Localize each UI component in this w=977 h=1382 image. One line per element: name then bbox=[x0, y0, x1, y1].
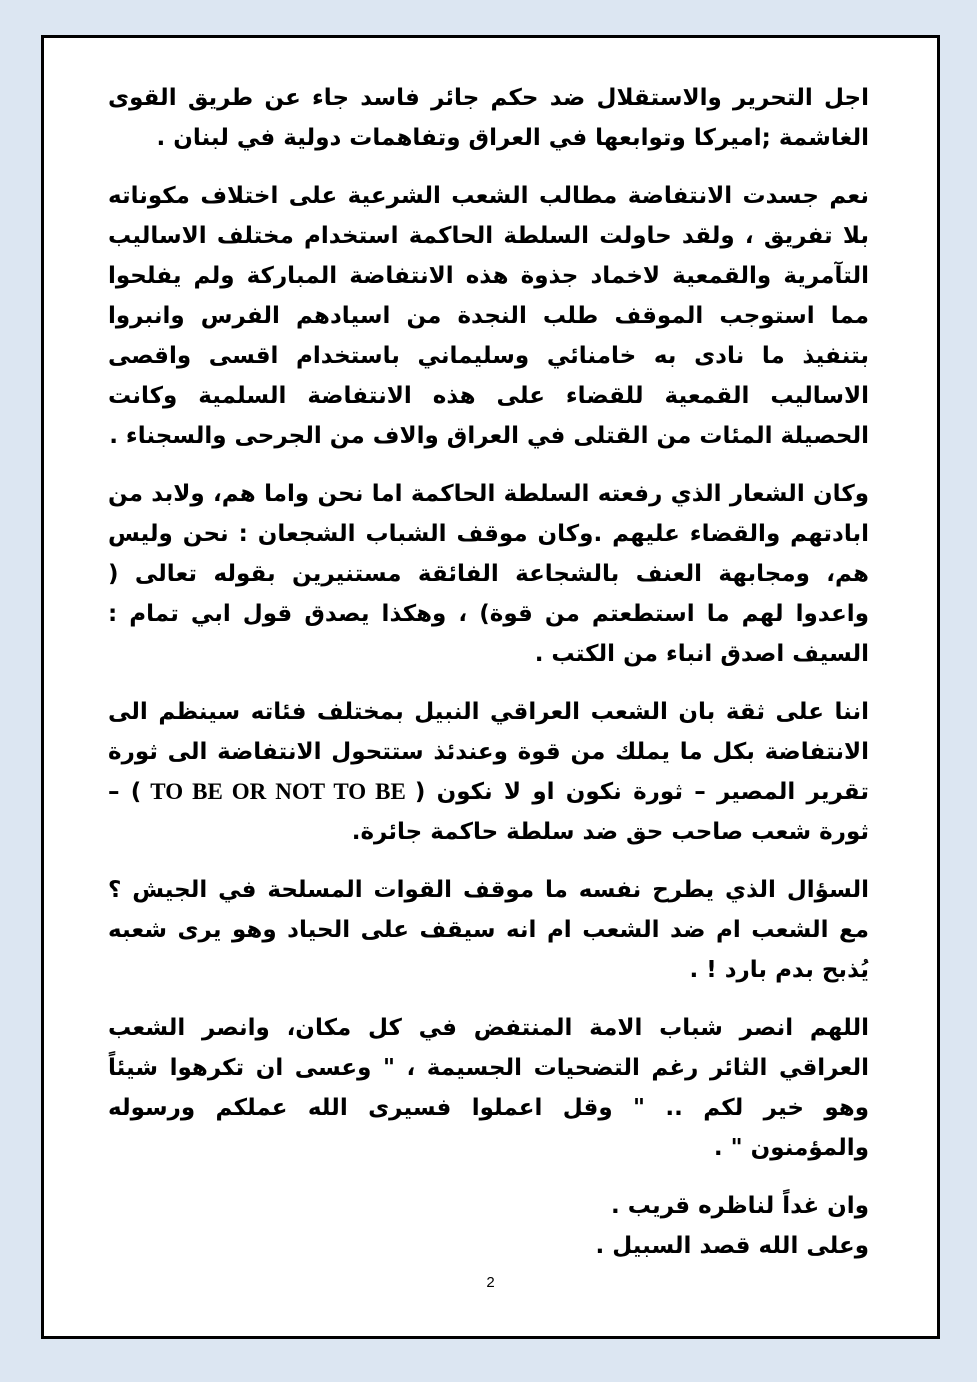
paragraph-2: نعم جسدت الانتفاضة مطالب الشعب الشرعية على اختلاف مكوناته بلا تفريق ، ولقد حاولت السلطة الحاكمة استخدام مختلف الاساليب التآمرية والقمعية لاخماد جذوة هذه الانتفاضة المباركة ولم يفلحوا مما استوجب الموقف طلب النجدة من اسيادهم الفرس وانبروا بتنفيذ ما نادى به خامنائي وسليماني باستخدام اقسى واقصى الاساليب القمعية للقضاء على هذه الانتفاضة السلمية وكانت الحصيلة المئات من القتلى في العراق والاف من الجرحى والسجناء . bbox=[108, 183, 869, 449]
closing-block bbox=[108, 1186, 869, 1266]
paragraph-4-latin: TO BE OR NOT TO BE bbox=[141, 779, 415, 804]
paragraph-5: السؤال الذي يطرح نفسه ما موقف القوات المسلحة في الجيش ؟ مع الشعب ام ضد الشعب ام انه سيقف على الحياد وهو يرى شعبه يُذبح بدم بارد ! . bbox=[108, 877, 869, 983]
closing-line-2: وعلى الله قصد السبيل . bbox=[595, 1233, 869, 1259]
paragraph-1: اجل التحرير والاستقلال ضد حكم جائر فاسد جاء عن طريق القوى الغاشمة ;اميركا وتوابعها في العراق وتفاهمات دولية في لبنان . bbox=[108, 85, 869, 151]
page-frame bbox=[41, 35, 940, 1339]
paragraph-6: اللهم انصر شباب الامة المنتفض في كل مكان، وانصر الشعب العراقي الثائر رغم التضحيات الجسيمة ، " وعسى ان تكرهوا شيئاً وهو خير لكم .. " وقل اعملوا فسيرى الله عملكم ورسوله والمؤمنون " . bbox=[108, 1015, 869, 1161]
page-number: 2 bbox=[486, 1274, 495, 1291]
article-body bbox=[108, 78, 869, 1284]
paragraph-3: وكان الشعار الذي رفعته السلطة الحاكمة اما نحن واما هم، ولابد من ابادتهم والقضاء عليهم .وكان موقف الشباب الشجعان : نحن وليس هم، ومجابهة العنف بالشجاعة الفائقة مستنيرين بقوله تعالى ( واعدوا لهم ما استطعتم من قوة) ، وهكذا يصدق قول ابي تمام : السيف اصدق انباء من الكتب . bbox=[108, 481, 869, 667]
paragraph-4-before: اننا على ثقة بان الشعب العراقي النبيل بمختلف فئاته سينظم الى الانتفاضة بكل ما يملك من قوة وعندئذ ستتحول الانتفاضة الى ثورة تقرير المصير – ثورة نكون او لا نكون ( bbox=[108, 699, 869, 805]
closing-line-1: وان غداً لناظره قريب . bbox=[610, 1193, 869, 1219]
paragraph-4-after: ) – ثورة شعب صاحب حق ضد سلطة حاكمة جائرة. bbox=[108, 779, 869, 845]
paragraph-4 bbox=[108, 692, 869, 852]
